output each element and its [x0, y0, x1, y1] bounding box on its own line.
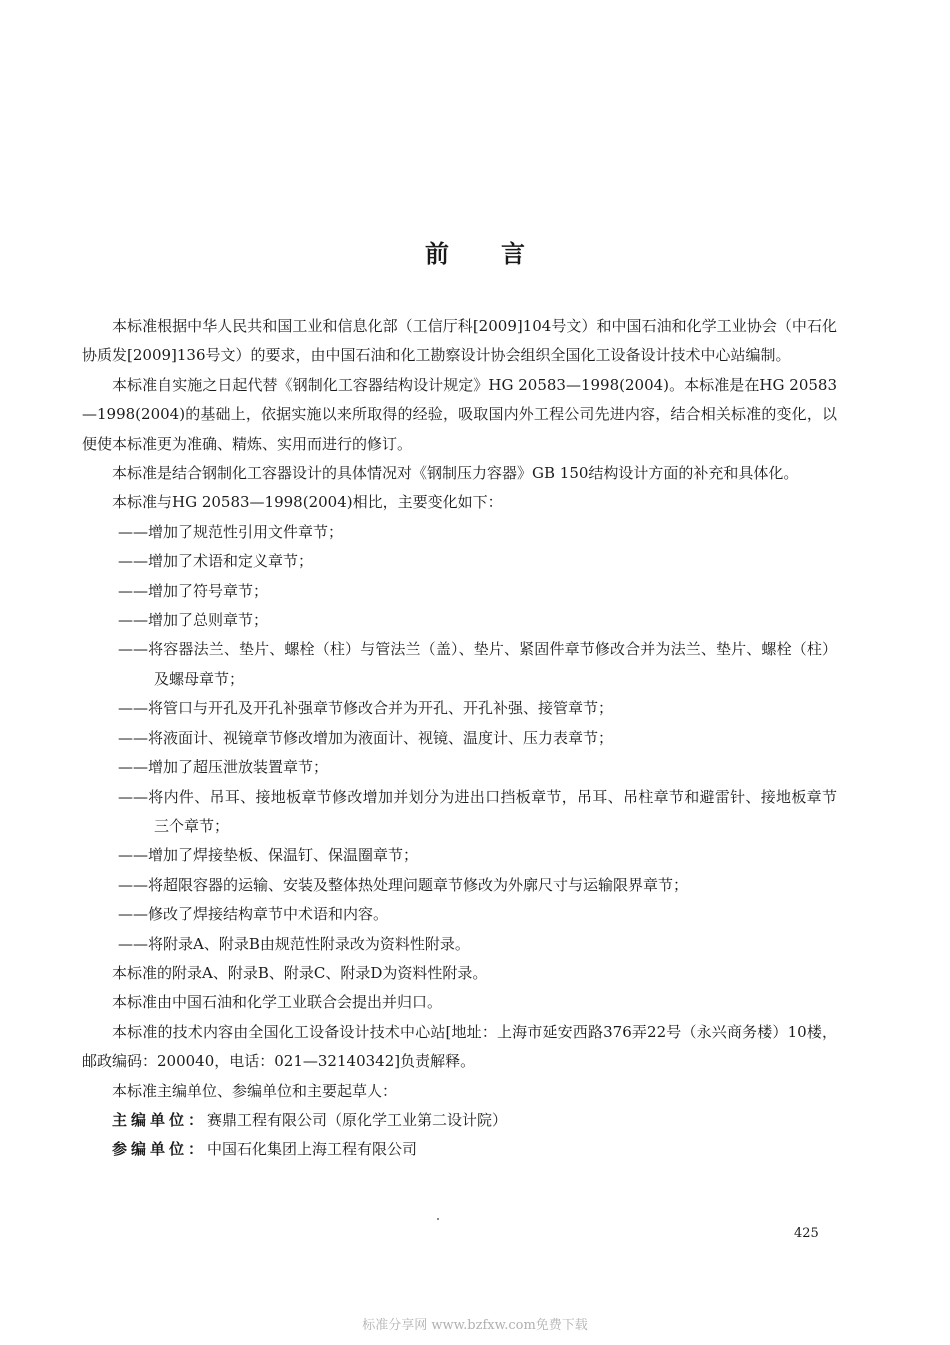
scan-speck: [437, 1218, 439, 1220]
change-item: ——将超限容器的运输、安装及整体热处理问题章节修改为外廓尺寸与运输限界章节；: [118, 875, 689, 894]
change-item: ——修改了焊接结构章节中术语和内容。: [118, 905, 389, 924]
co-editor-line: [82, 1135, 837, 1164]
paragraph: 本标准是结合钢制化工容器设计的具体情况对《钢制压力容器》GB 150结构设计方面的补充和具体化。: [112, 464, 799, 483]
paragraph: 本标准的附录A、附录B、附录C、附录D为资料性附录。: [112, 963, 488, 982]
change-item: ——增加了焊接垫板、保温钉、保温圈章节；: [118, 846, 419, 865]
watermark: 标准分享网 www.bzfxw.com免费下载: [362, 1318, 588, 1333]
change-item: ——将容器法兰、垫片、螺栓（柱）与管法兰（盖）、垫片、紧固件章节修改合并为法兰、垫片、螺栓（柱）及螺母章节；: [118, 640, 837, 688]
change-item: ——将内件、吊耳、接地板章节修改增加并划分为进出口挡板章节，吊耳、吊柱章节和避雷针、接地板章节三个章节；: [118, 787, 837, 835]
change-item: ——将液面计、视镜章节修改增加为液面计、视镜、温度计、压力表章节；: [118, 728, 614, 747]
co-editor-value: 中国石化集团上海工程有限公司: [207, 1140, 418, 1159]
co-editor-label: 参编单位：: [112, 1140, 208, 1159]
change-item: ——增加了术语和定义章节；: [118, 552, 314, 571]
paragraph: 本标准的技术内容由全国化工设备设计技术中心站[地址：上海市延安西路376弄22号（永兴商务楼）10楼，邮政编码：200040，电话：021—32140342]负责解释。: [82, 1022, 837, 1071]
change-item: ——将管口与开孔及开孔补强章节修改合并为开孔、开孔补强、接管章节；: [118, 699, 614, 718]
paragraph: 本标准由中国石油和化学工业联合会提出并归口。: [112, 993, 443, 1012]
body-text: [82, 312, 837, 1165]
change-item: ——增加了总则章节；: [118, 611, 269, 630]
paragraph: 本标准根据中华人民共和国工业和信息化部（工信厅科[2009]104号文）和中国石油和化学工业协会（中石化协质发[2009]136号文）的要求，由中国石油和化工勘察设计协会组织全国化工设备设计技术中心站编制。: [82, 317, 837, 365]
chief-editor-line: [82, 1106, 837, 1135]
change-item: ——将附录A、附录B由规范性附录改为资料性附录。: [118, 934, 470, 953]
page-title: 前言: [425, 239, 577, 268]
change-item: ——增加了超压泄放装置章节；: [118, 758, 329, 777]
page-number: 425: [794, 1226, 819, 1241]
paragraph: 本标准主编单位、参编单位和主要起草人：: [112, 1081, 398, 1100]
change-item: ——增加了规范性引用文件章节；: [118, 522, 344, 541]
chief-editor-value: 赛鼎工程有限公司（原化学工业第二设计院）: [207, 1110, 508, 1129]
chief-editor-label: 主编单位：: [112, 1110, 208, 1129]
paragraph: 本标准与HG 20583—1998(2004)相比，主要变化如下：: [112, 493, 503, 512]
change-item: ——增加了符号章节；: [118, 581, 269, 600]
paragraph: 本标准自实施之日起代替《钢制化工容器结构设计规定》HG 20583—1998(2004)。本标准是在HG 20583—1998(2004)的基础上，依据实施以来所取得的经验，吸取国内外工程公司先进内容，结合相关标准的变化，以便使本标准更为准确、精炼、实用而进行的修订。: [82, 375, 837, 453]
